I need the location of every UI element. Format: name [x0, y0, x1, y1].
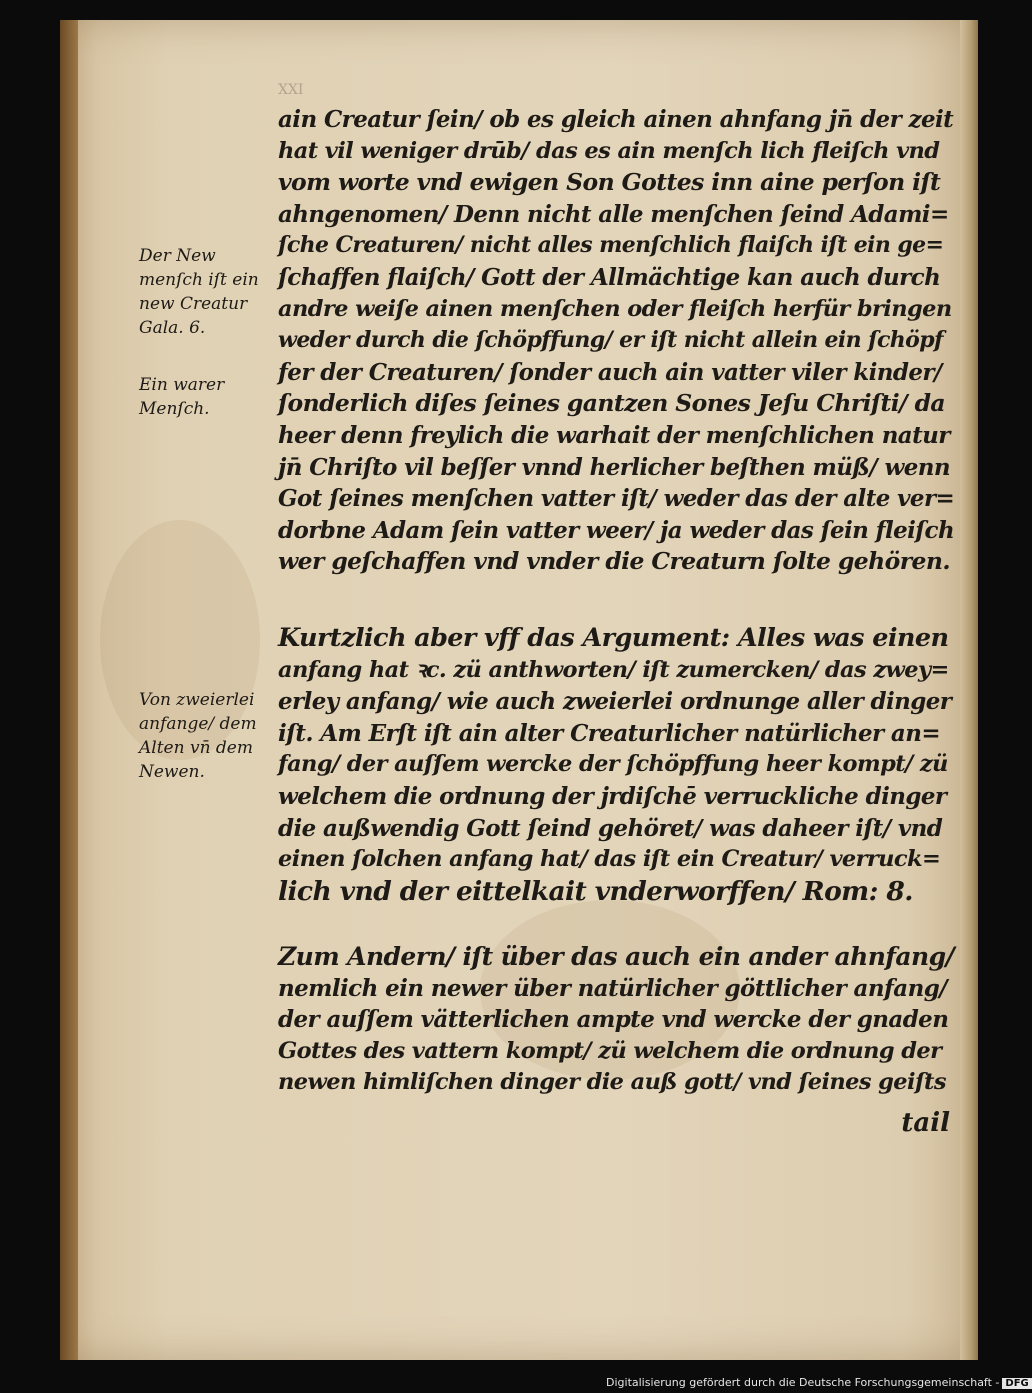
- text-line: Kurtzlich aber vff das Argument: Alles was einen: [278, 623, 949, 653]
- text-line: ain Creatur ſein/ ob es gleich ainen ahnfang jn̄ der zeit: [278, 106, 954, 133]
- paragraph-1: [278, 104, 954, 578]
- marginal-line: Gala. 6.: [139, 318, 206, 338]
- marginal-note-true-man: [139, 373, 279, 421]
- text-line: die außwendig Gott ſeind gehöret/ was daheer iſt/ vnd: [278, 814, 943, 842]
- text-line: Zum Andern/ iſt über das auch ein ander ahnfang/: [278, 942, 955, 971]
- page-edge: [960, 20, 978, 1360]
- dfg-logo: DFG: [1002, 1378, 1031, 1389]
- text-line: ahngenomen/ Denn nicht alle menſchen ſeind Adami=: [278, 200, 949, 228]
- text-line: nemlich ein newer über natürlicher göttlicher anfang/: [278, 974, 947, 1002]
- text-line: ſonderlich diſes ſeines gantzen Sones Jeſu Chriſti/ da: [278, 389, 946, 418]
- text-line: anfang hat ꝛc. zü anthworten/ iſt zumercken/ das zwey=: [278, 656, 949, 683]
- marginal-line: Menſch.: [139, 399, 210, 419]
- marginal-line: anfange/ dem: [139, 714, 257, 734]
- text-line: dorbne Adam ſein vatter weer/ ja weder das ſein fleiſch: [278, 516, 955, 544]
- text-line: erley anfang/ wie auch zweierlei ordnunge aller dinger: [278, 688, 952, 716]
- text-line: der auſſem vätterlichen ampte vnd wercke der gnaden: [278, 1006, 949, 1034]
- text-line: ſchaffen flaiſch/ Gott der Allmächtige kan auch durch: [278, 263, 941, 291]
- text-line: ſche Creaturen/ nicht alles menſchlich flaiſch iſt ein ge=: [278, 232, 944, 259]
- paragraph-2: [278, 623, 954, 907]
- digitization-footer: [606, 1376, 1029, 1389]
- marginal-line: Von zweierlei: [139, 690, 255, 710]
- footer-text: Digitalisierung gefördert durch die Deutsche Forschungsgemeinschaft -: [606, 1376, 1000, 1389]
- text-line: vom worte vnd ewigen Son Gottes inn aine perſon iſt: [278, 168, 941, 197]
- marginal-note-two-beginnings: [139, 688, 279, 784]
- text-line: Got ſeines menſchen vatter iſt/ weder das der alte ver=: [278, 485, 955, 513]
- marginal-line: new Creatur: [139, 294, 248, 314]
- text-line: weder durch die ſchöpffung/ er iſt nicht allein ein ſchöpf: [278, 327, 943, 354]
- text-line: fang/ der auſſem wercke der ſchöpffung heer kompt/ zü: [278, 751, 948, 778]
- text-line: newen himliſchen dinger die auß gott/ vnd ſeines geiſts: [278, 1069, 946, 1096]
- marginal-line: Newen.: [139, 762, 205, 782]
- text-line: iſt. Am Erſt iſt ain alter Creaturlicher natürlicher an=: [278, 719, 941, 747]
- text-line: wer geſchaffen vnd vnder die Creaturn ſolte gehören.: [278, 547, 950, 576]
- text-line: jn̄ Chriſto vil beſſer vnnd herlicher beſthen müß/ wenn: [278, 453, 950, 481]
- marginal-note-new-creature: [139, 244, 279, 340]
- running-head: XXI: [278, 82, 304, 98]
- binding-edge: [60, 20, 78, 1360]
- marginal-line: Ein warer: [139, 375, 225, 395]
- text-line: lich vnd der eittelkait vnderworffen/ Rom: 8.: [278, 875, 913, 907]
- text-line: fer der Creaturen/ ſonder auch ain vatter viler kinder/: [278, 358, 942, 386]
- marginal-line: Alten vn̄ dem: [139, 738, 253, 758]
- text-line: welchem die ordnung der jrdiſchē verruckliche dinger: [278, 782, 947, 810]
- text-line: andre weiſe ainen menſchen oder fleiſch herfür bringen: [278, 295, 952, 322]
- text-line: heer denn freylich die warhait der menſchlichen natur: [278, 421, 950, 449]
- text-line: Gottes des vattern kompt/ zü welchem die ordnung der: [278, 1037, 942, 1064]
- marginal-line: menſch iſt ein: [139, 270, 259, 290]
- paragraph-3: [278, 941, 954, 1099]
- text-line: einen ſolchen anfang hat/ das iſt ein Creatur/ verruck=: [278, 846, 941, 873]
- catchword: tail: [901, 1108, 950, 1138]
- marginal-line: Der New: [139, 246, 216, 266]
- text-line: hat vil weniger drūb/ das es ain menſch lich fleiſch vnd: [278, 137, 940, 164]
